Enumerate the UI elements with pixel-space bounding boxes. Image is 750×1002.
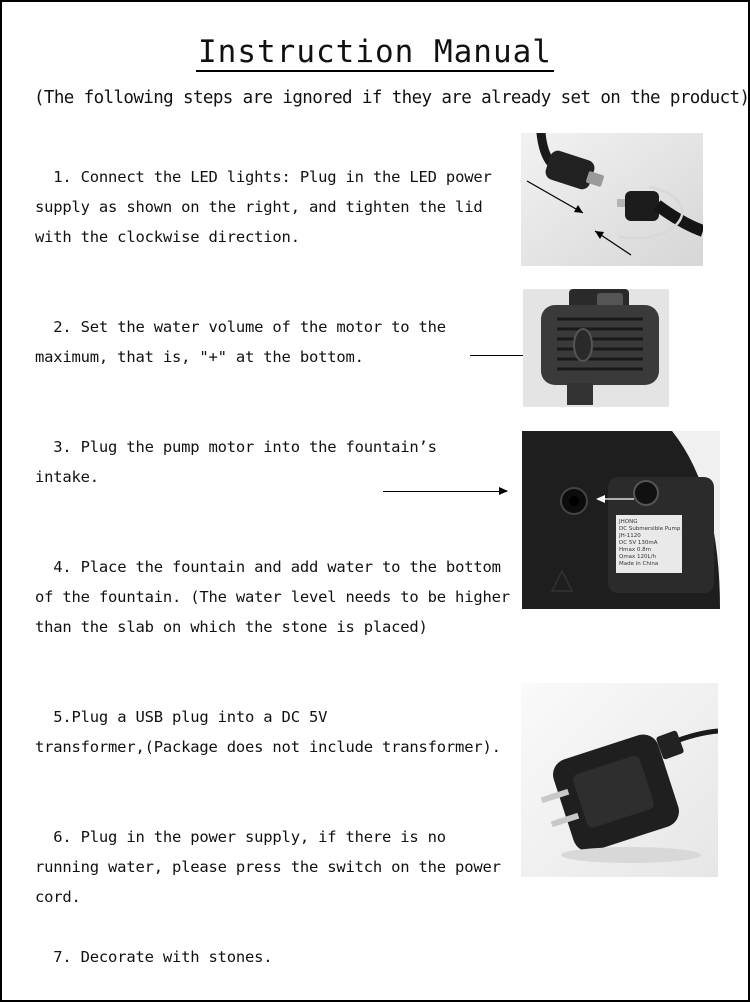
page-title: Instruction Manual — [198, 34, 552, 70]
page-subtitle: (The following steps are ignored if they are already set on the product) — [34, 88, 750, 108]
pump-label-line: DC 5V 130mA — [619, 540, 658, 546]
step-5-text: 5.Plug a USB plug into a DC 5V transformer,(Package does not include transformer). — [35, 708, 501, 756]
usb-adapter-photo — [521, 683, 718, 877]
fountain-intake-photo — [522, 431, 720, 609]
step-4-text: 4. Place the fountain and add water to the bottom of the fountain. (The water level needs to be higher than the slab on which the stone is placed) — [35, 558, 510, 636]
step-2-text: 2. Set the water volume of the motor to the maximum, that is, "+" at the bottom. — [35, 318, 446, 366]
step-6-text: 6. Plug in the power supply, if there is no running water, please press the switch on the power cord. — [35, 828, 501, 906]
pump-label-line: Qmax 120L/h — [619, 554, 656, 560]
pump-front-photo — [523, 289, 669, 407]
pump-label-line: JHONG — [619, 519, 638, 525]
step-1-text: 1. Connect the LED lights: Plug in the LED power supply as shown on the right, and tighten the lid with the clockwise direction. — [35, 168, 492, 246]
pump-label-line: JH-1120 — [619, 533, 641, 539]
step-7-text: 7. Decorate with stones. — [35, 948, 273, 966]
pump-label-line: Hmax 0.8m — [619, 547, 651, 553]
step-3-text: 3. Plug the pump motor into the fountain’s intake. — [35, 438, 437, 486]
pump-label-line: DC Submersible Pump — [619, 526, 681, 532]
pump-label-line: Made in China — [619, 561, 659, 567]
arrow-right-icon — [383, 491, 507, 492]
led-connector-photo — [521, 133, 703, 266]
